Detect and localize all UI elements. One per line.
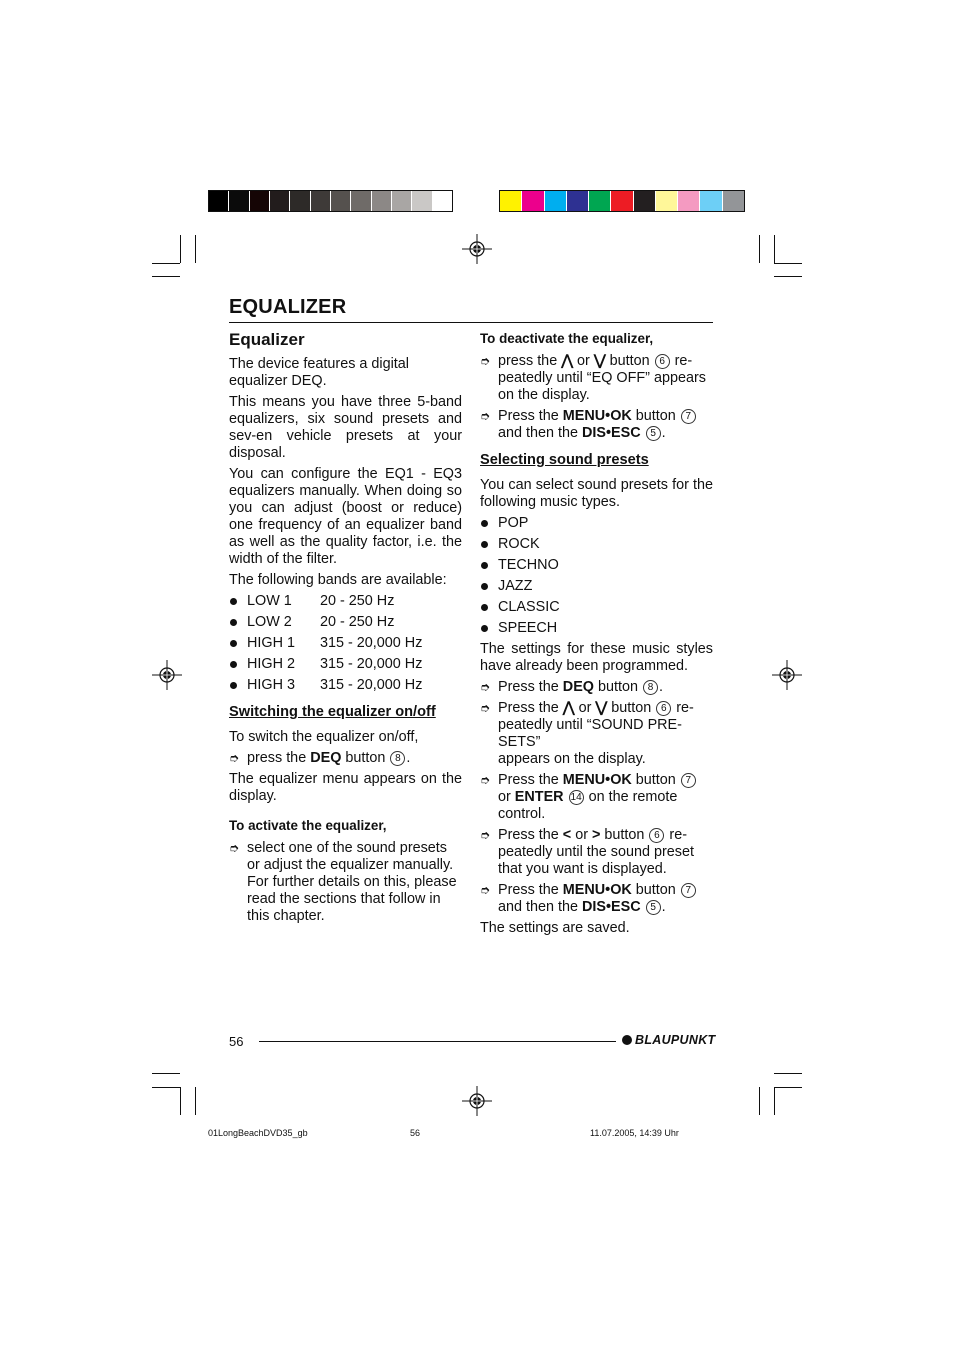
crop-mark [180, 235, 181, 263]
list-item: TECHNO [480, 557, 713, 574]
paragraph: You can select sound presets for the following music types. [480, 477, 713, 510]
button-number: 14 [570, 792, 582, 803]
button-number: 5 [646, 426, 661, 441]
list-item: HIGH 2 315 - 20,000 Hz [229, 656, 462, 673]
button-number: 5 [646, 900, 661, 915]
crop-mark [759, 235, 760, 263]
color-swatch [700, 191, 722, 211]
color-swatch [500, 191, 522, 211]
color-bar [499, 190, 745, 212]
list-item: POP [480, 515, 713, 532]
color-swatch [290, 191, 310, 211]
up-arrow-icon: ⋀ [561, 353, 574, 369]
list-item: ROCK [480, 536, 713, 553]
button-number: 8 [643, 680, 658, 695]
paragraph: The equalizer menu appears on the display. [229, 771, 462, 804]
color-swatch [372, 191, 392, 211]
instruction-step: ➮ press the DEQ button 8 . [229, 750, 411, 766]
color-swatch [229, 191, 249, 211]
paragraph: The settings for these music styles have already been programmed. [480, 641, 713, 674]
bullet-icon [481, 541, 488, 548]
color-swatch [545, 191, 567, 211]
color-swatch [433, 191, 452, 211]
paragraph: This means you have three 5-band equalizers, six sound presets and sev-en vehicle presets at your disposal. [229, 394, 462, 461]
crop-mark [152, 276, 180, 277]
instruction-step: ➮ Press the MENU•OK button 7 or ENTER 14 on the remote control. [480, 772, 713, 823]
color-swatch [270, 191, 290, 211]
instruction-step: ➮ select one of the sound presets or adjust the equalizer manually. For further details on this, please read the sections that follow in this chapter. [229, 840, 457, 924]
registration-mark-icon [462, 1086, 492, 1116]
bullet-icon [481, 520, 488, 527]
list-item: LOW 2 20 - 250 Hz [229, 614, 462, 631]
paragraph: The settings are saved. [480, 920, 630, 936]
bullet-icon [481, 562, 488, 569]
arrow-icon: ➮ [480, 701, 491, 715]
arrow-icon: ➮ [480, 409, 491, 423]
button-number: 7 [681, 883, 696, 898]
bullet-icon [230, 619, 237, 626]
color-swatch [209, 191, 229, 211]
slug-filename: 01LongBeachDVD35_gb [208, 1128, 308, 1138]
registration-mark-icon [152, 660, 182, 690]
button-number: 6 [656, 701, 671, 716]
down-arrow-icon: ⋁ [593, 353, 606, 369]
instruction-step: ➮ Press the < or > button 6 re-peatedly until the sound preset that you want is displayed. [480, 827, 695, 877]
list-item: HIGH 1 315 - 20,000 Hz [229, 635, 462, 652]
instruction-step: ➮ press the ⋀ or ⋁ button 6 re-peatedly until “EQ OFF” appears on the display. [480, 353, 706, 403]
bullet-icon [481, 625, 488, 632]
subheading-deactivate: To deactivate the equalizer, [480, 331, 654, 346]
crop-mark [774, 1087, 775, 1115]
crop-mark [774, 1087, 802, 1088]
instruction-step: ➮ Press the MENU•OK button 7 and then the DIS•ESC 5 . [480, 408, 713, 442]
crop-mark [195, 235, 196, 263]
color-swatch [656, 191, 678, 211]
color-swatch [589, 191, 611, 211]
color-swatch [522, 191, 544, 211]
crop-mark [774, 263, 802, 264]
right-arrow-icon: > [592, 827, 601, 843]
color-swatch [351, 191, 371, 211]
left-column [229, 330, 462, 929]
list-item: JAZZ [480, 578, 713, 595]
footer-rule [259, 1041, 616, 1042]
list-item: LOW 1 20 - 250 Hz [229, 593, 462, 610]
brand-logo: BLAUPUNKT [622, 1033, 715, 1047]
color-swatch [250, 191, 270, 211]
paragraph: The following bands are available: [229, 572, 447, 588]
bullet-icon [481, 604, 488, 611]
paragraph: To switch the equalizer on/off, [229, 729, 419, 745]
down-arrow-icon: ⋁ [595, 700, 608, 716]
bullet-icon [230, 598, 237, 605]
crop-mark [759, 1087, 760, 1115]
color-swatch [678, 191, 700, 211]
button-number: 7 [681, 409, 696, 424]
crop-mark [774, 1073, 802, 1074]
crop-mark [152, 1073, 180, 1074]
registration-mark-icon [772, 660, 802, 690]
page-title: EQUALIZER [229, 296, 347, 318]
button-number: 6 [649, 828, 664, 843]
bullet-icon [481, 583, 488, 590]
arrow-icon: ➮ [480, 354, 491, 368]
bullet-icon [230, 640, 237, 647]
crop-mark [180, 1087, 181, 1115]
slug-date: 11.07.2005, 14:39 Uhr [590, 1128, 679, 1138]
instruction-step: ➮ Press the MENU•OK button 7 and then the DIS•ESC 5 . [480, 882, 713, 916]
color-swatch [392, 191, 412, 211]
slug-page: 56 [410, 1128, 421, 1138]
section-heading-presets: Selecting sound presets [480, 452, 649, 468]
paragraph: You can configure the EQ1 - EQ3 equalizers manually. When doing so you can adjust (boost or reduce) one frequency of an equalizer band as well as the quality factor, i.e. the width of the filter. [229, 466, 462, 567]
grayscale-bar [208, 190, 453, 212]
right-column [480, 330, 713, 941]
crop-mark [152, 263, 180, 264]
color-swatch [331, 191, 351, 211]
bullet-icon [230, 661, 237, 668]
section-heading-equalizer: Equalizer [229, 330, 305, 349]
arrow-icon: ➮ [480, 680, 491, 694]
arrow-icon: ➮ [229, 751, 240, 765]
arrow-icon: ➮ [480, 773, 491, 787]
color-swatch [634, 191, 656, 211]
crop-mark [152, 1087, 180, 1088]
color-swatch [611, 191, 633, 211]
section-heading-switching: Switching the equalizer on/off [229, 704, 436, 720]
arrow-icon: ➮ [229, 841, 240, 855]
up-arrow-icon: ⋀ [562, 700, 575, 716]
subheading-activate: To activate the equalizer, [229, 818, 387, 833]
crop-mark [774, 276, 802, 277]
arrow-icon: ➮ [480, 828, 491, 842]
title-rule [229, 322, 713, 323]
left-arrow-icon: < [562, 827, 572, 843]
instruction-step: ➮ Press the DEQ button 8 . [480, 679, 663, 695]
paragraph: The device features a digital equalizer DEQ. [229, 356, 409, 389]
color-swatch [412, 191, 432, 211]
arrow-icon: ➮ [480, 883, 491, 897]
list-item: CLASSIC [480, 599, 713, 616]
button-number: 7 [681, 773, 696, 788]
bullet-icon [230, 682, 237, 689]
list-item: SPEECH [480, 620, 713, 637]
list-item: HIGH 3 315 - 20,000 Hz [229, 677, 462, 694]
color-swatch [567, 191, 589, 211]
color-swatch [723, 191, 744, 211]
page-number: 56 [229, 1034, 244, 1049]
crop-mark [195, 1087, 196, 1115]
registration-mark-icon [462, 234, 492, 264]
button-number: 6 [655, 354, 670, 369]
color-swatch [311, 191, 331, 211]
instruction-step: ➮ Press the ⋀ or ⋁ button 6 re-peatedly until “SOUND PRE-SETS” appears on the display. [480, 700, 694, 767]
logo-dot-icon [622, 1035, 632, 1045]
crop-mark [774, 235, 775, 263]
button-number: 8 [390, 751, 405, 766]
